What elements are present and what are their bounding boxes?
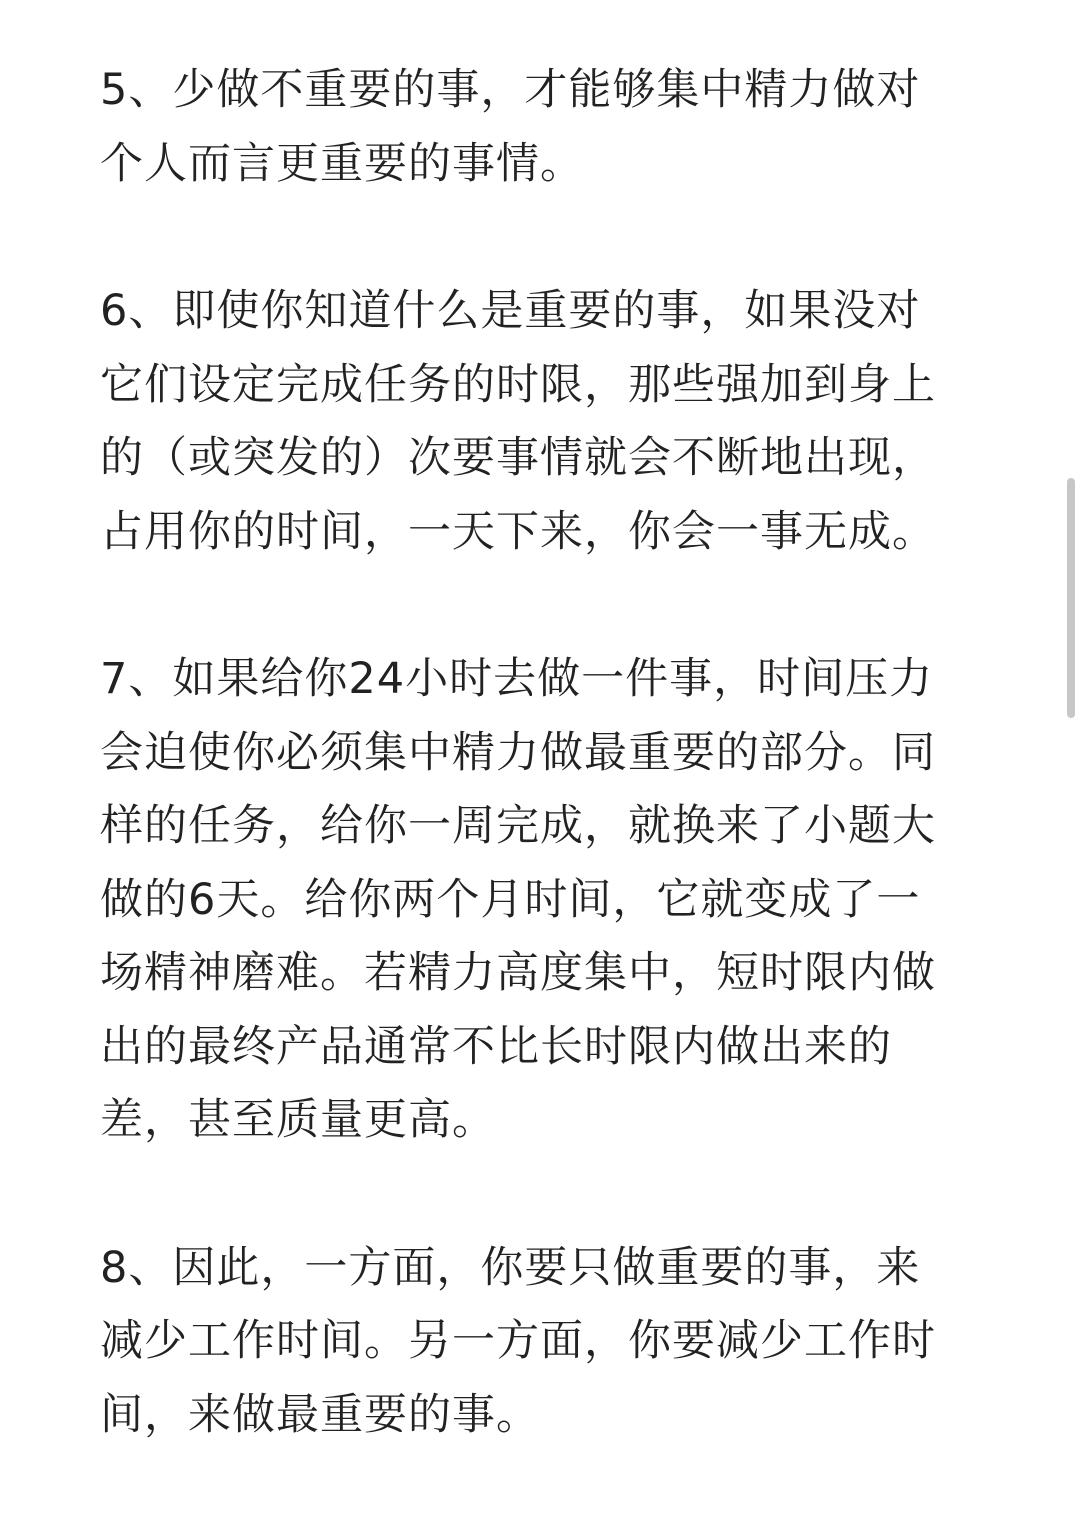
vertical-scrollbar-thumb[interactable] xyxy=(1067,478,1075,718)
paragraph-line: 减少工作时间。另一方面，你要减少工作时 xyxy=(100,1316,936,1366)
paragraph-line: 差，甚至质量更高。 xyxy=(100,1095,496,1145)
paragraph-line: 间，来做最重要的事。 xyxy=(100,1389,540,1440)
paragraph-8 xyxy=(100,1232,985,1453)
paragraph-line: 8、因此，一方面，你要只做重要的事，来 xyxy=(100,1242,921,1293)
paragraph-line: 做的6天。给你两个月时间，它就变成了一 xyxy=(100,874,921,925)
paragraph-line: 5、少做不重要的事，才能够集中精力做对 xyxy=(100,65,921,115)
paragraph-line: 样的任务，给你一周完成，就换来了小题大 xyxy=(100,801,936,851)
paragraph-7 xyxy=(100,643,985,1158)
paragraph-line: 个人而言更重要的事情。 xyxy=(100,138,584,189)
paragraph-line: 6、即使你知道什么是重要的事，如果没对 xyxy=(100,286,921,336)
paragraph-5 xyxy=(100,54,985,201)
paragraph-line: 会迫使你必须集中精力做最重要的部分。同 xyxy=(100,727,936,778)
paragraph-line: 占用你的时间，一天下来，你会一事无成。 xyxy=(100,506,936,557)
paragraph-line: 的（或突发的）次要事情就会不断地出现， xyxy=(100,433,936,483)
paragraph-6 xyxy=(100,275,985,569)
paragraph-line: 7、如果给你24小时去做一件事，时间压力 xyxy=(100,654,934,704)
paragraph-line: 场精神磨难。若精力高度集中，短时限内做 xyxy=(100,948,936,998)
paragraph-line: 出的最终产品通常不比长时限内做出来的 xyxy=(100,1021,892,1072)
article-body xyxy=(100,54,985,1526)
paragraph-line: 它们设定完成任务的时限，那些强加到身上 xyxy=(100,359,936,410)
